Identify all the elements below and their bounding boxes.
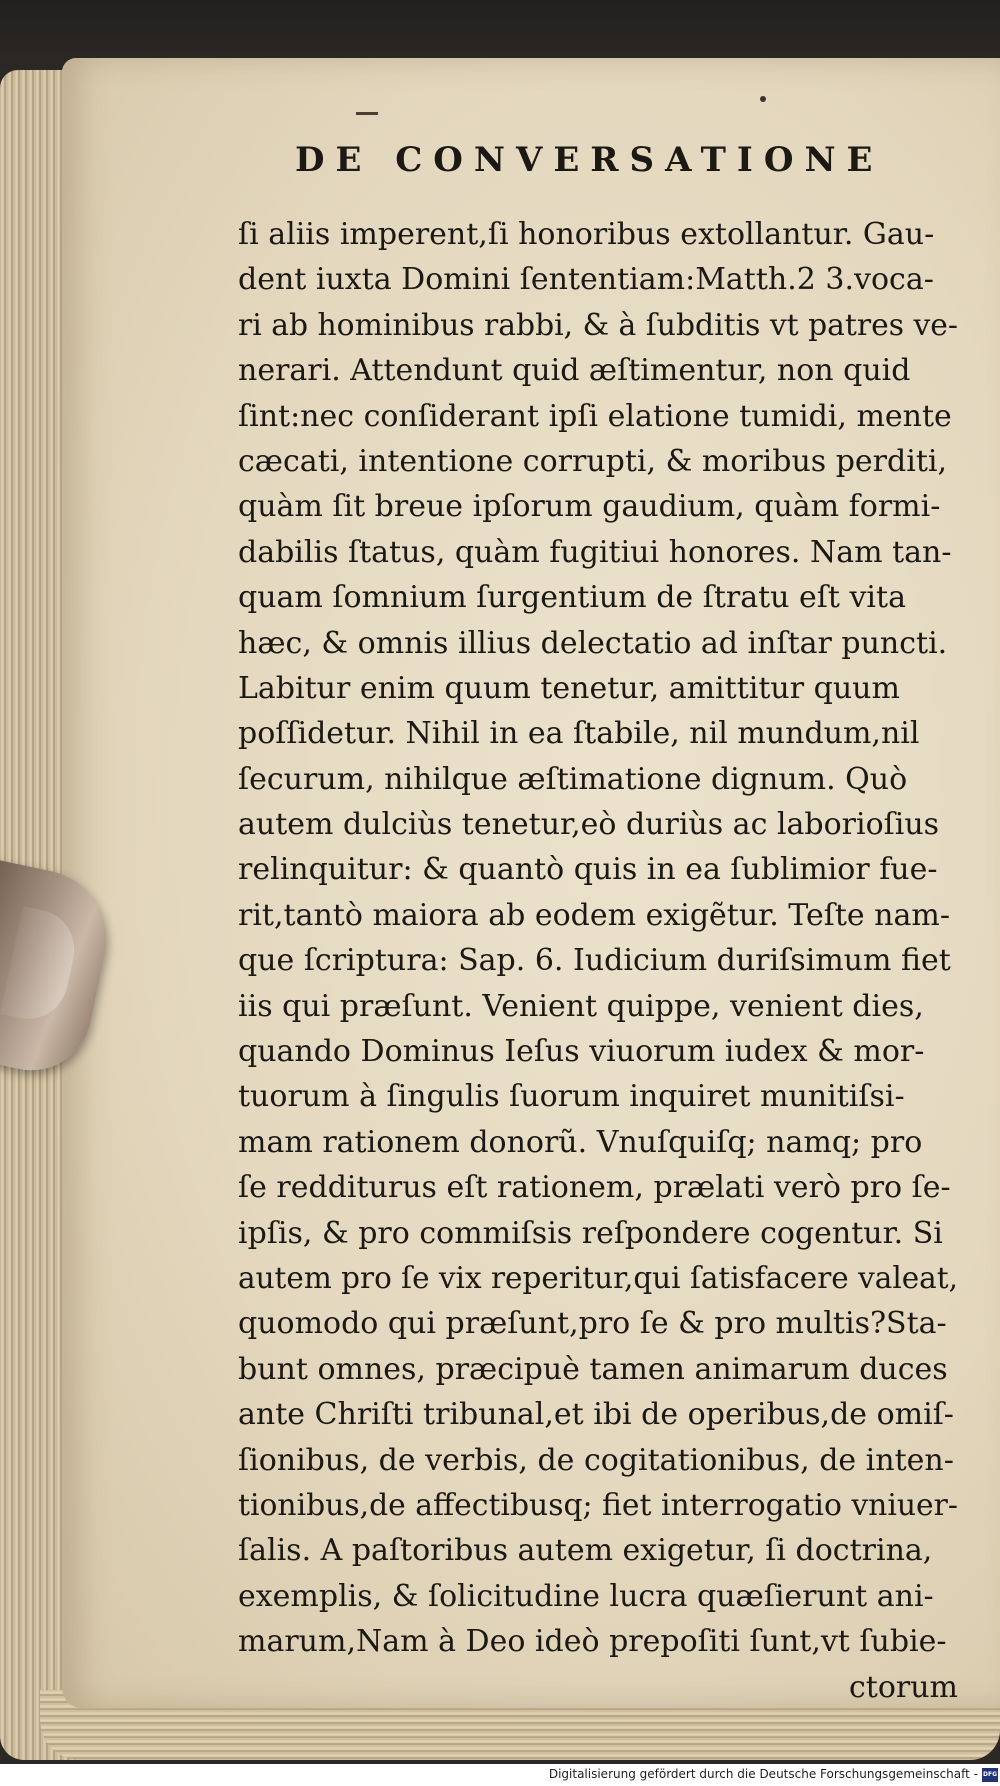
text-line: ri ab hominibus rabbi, & à ſubditis vt patres ve- [238, 307, 958, 343]
text-line: ſecurum, nihilque æſtimatione dignum. Quò [238, 761, 908, 797]
text-line: Labitur enim quum tenetur, amittitur quum [238, 670, 900, 706]
text-line: quomodo qui præſunt,pro ſe & pro multis?Sta- [238, 1306, 947, 1342]
footer-credit: Digitalisierung gefördert durch die Deutsche Forschungsgemeinschaft - [548, 1767, 978, 1781]
text-line: ſalis. A paſtoribus autem exigetur, ſi doctrina, [238, 1533, 933, 1569]
text-line: rit,tantò maiora ab eodem exigẽtur. Teſte nam- [238, 897, 950, 933]
text-line: ſi aliis imperent,ſi honoribus extollantur. Gau- [238, 217, 935, 252]
text-line: quàm ſit breue ipſorum gaudium, quàm formi- [238, 489, 941, 525]
text-line: autem dulciùs tenetur,eò duriùs ac laborioſius [238, 807, 940, 843]
text-line: quam ſomnium ſurgentium de ſtratu eſt vita [238, 580, 906, 616]
text-line: relinquitur: & quantò quis in ea ſublimior fue- [238, 852, 938, 888]
text-line: tionibus,de affectibusq; fiet interrogatio vniuer- [238, 1487, 958, 1523]
text-line: dabilis ſtatus, quàm fugitiui honores. Nam tan- [238, 534, 952, 570]
ink-dash-mark [356, 112, 378, 115]
text-line: ſionibus, de verbis, de cogitationibus, de inten- [238, 1442, 954, 1478]
ink-dot-mark [760, 96, 766, 102]
text-line: autem pro ſe vix reperitur,qui ſatisfacere valeat, [238, 1260, 958, 1296]
text-line: ipſis, & pro commiſsis reſpondere cogentur. Si [238, 1215, 943, 1251]
text-line: ctorum [848, 1669, 958, 1705]
thumbnail-highlight [0, 906, 82, 1026]
running-head: DE CONVERSATIONE [295, 140, 884, 180]
text-line: quando Dominus Ieſus viuorum iudex & mor- [238, 1034, 925, 1070]
text-line: ſint:nec conſiderant ipſi elatione tumidi, mente [238, 398, 952, 434]
text-line: cæcati, intentione corrupti, & moribus perditi, [238, 443, 947, 479]
dfg-logo-icon: DFG [982, 1768, 998, 1782]
text-line: iis qui præſunt. Venient quippe, venient dies, [238, 988, 924, 1024]
text-line: tuorum à ſingulis ſuorum inquiret munitiſsi- [238, 1079, 905, 1115]
footer-bar [0, 1764, 1000, 1786]
text-line: poſſidetur. Nihil in ea ſtabile, nil mundum,nil [238, 716, 920, 752]
text-line: bunt omnes, præcipuè tamen animarum duces [238, 1351, 948, 1387]
text-line: ante Chriſti tribunal,et ibi de operibus,de omiſ- [238, 1397, 954, 1433]
text-line: ſe redditurus eſt rationem, prælati verò pro ſe- [238, 1170, 951, 1206]
text-line: hæc, & omnis illius delectatio ad inſtar puncti. [238, 625, 948, 661]
text-line: mam rationem donorũ. Vnuſquiſq; namq; pro [238, 1124, 923, 1160]
text-line: exemplis, & ſolicitudine lucra quæſierunt ani- [238, 1578, 934, 1614]
text-line: nerari. Attendunt quid æſtimentur, non quid [238, 353, 911, 389]
text-line: marum,Nam à Deo ideò prepoſiti ſunt,vt ſubie- [238, 1624, 947, 1660]
text-line: que ſcriptura: Sap. 6. Iudicium duriſsimum fiet [238, 943, 951, 979]
body-text [238, 212, 958, 1710]
text-line: dent iuxta Domini ſententiam:Matth.2 3.voca- [238, 262, 934, 298]
